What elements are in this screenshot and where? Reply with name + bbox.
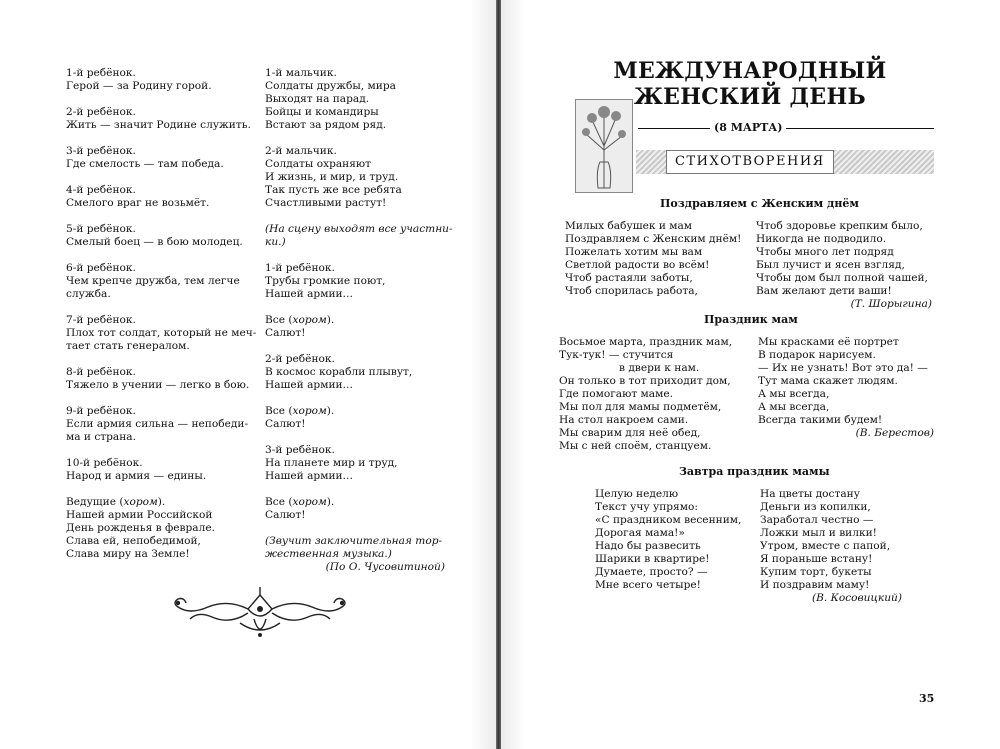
- text-line: (По О. Чусовитиной): [325, 561, 445, 573]
- poem-line: Целую неделю: [595, 488, 679, 500]
- text-line: 5-й ребёнок.: [66, 223, 136, 235]
- text-line: Салют!: [265, 418, 306, 430]
- date-rule-left: [638, 128, 710, 129]
- text-line: 7-й ребёнок.: [66, 314, 136, 326]
- page-title-line-1: МЕЖДУНАРОДНЫЙ: [613, 58, 887, 84]
- poem-line: А мы всегда,: [758, 401, 830, 413]
- poem-line: Я пораньше встану!: [760, 553, 873, 565]
- poem-line: На стол накроем сами.: [559, 414, 689, 426]
- poem-title: Праздник мам: [704, 313, 798, 326]
- poem-line: Восьмое марта, праздник мам,: [559, 336, 733, 348]
- text-line: Выходят на парад.: [265, 93, 370, 105]
- stanza-gap: [66, 444, 256, 457]
- text-line: Нашей армии…: [265, 288, 354, 300]
- text-line: Все (хором).: [265, 405, 335, 417]
- text-line: На планете мир и труд,: [265, 457, 398, 469]
- text-line: 2-й ребёнок.: [265, 353, 335, 365]
- poem-line: — Их не узнать! Вот это да! —: [758, 362, 928, 374]
- poem-line: Мне всего четыре!: [595, 579, 701, 591]
- poem-2-column-right: [758, 336, 934, 440]
- text-line: 1-й мальчик.: [265, 67, 337, 79]
- poem-line: «С праздником весенним,: [595, 514, 742, 526]
- poem-line: Никогда не подводило.: [756, 233, 887, 245]
- text-line: Бойцы и командиры: [265, 106, 379, 118]
- poem-line: Где помогают маме.: [559, 388, 673, 400]
- poem-line: Чтобы дом был полной чашей,: [756, 272, 928, 284]
- poem-line: Утром, вместе с папой,: [760, 540, 891, 552]
- text-line: Смелого враг не возьмёт.: [66, 197, 210, 209]
- text-line: 10-й ребёнок.: [66, 457, 143, 469]
- poem-line: Всегда такими будем!: [758, 414, 883, 426]
- text-line: 3-й ребёнок.: [265, 444, 335, 456]
- text-line: Солдаты охраняют: [265, 158, 371, 170]
- stanza-gap: [66, 93, 256, 106]
- poem-line: Был лучист и ясен взгляд,: [756, 259, 905, 271]
- stanza-gap: [66, 483, 256, 496]
- text-line: Так пусть же все ребята: [265, 184, 402, 196]
- text-line: служба.: [66, 288, 111, 300]
- text-line: ма и страна.: [66, 431, 136, 443]
- text-line: Слава ей, непобедимой,: [66, 535, 201, 547]
- left-page-column-2: [265, 67, 453, 574]
- text-line: Нашей армии…: [265, 470, 354, 482]
- poem-line: Чтобы много лет подряд: [756, 246, 894, 258]
- poem-line: Купим торт, букеты: [760, 566, 872, 578]
- text-line: День рожденья в феврале.: [66, 522, 215, 534]
- stanza-gap: [265, 431, 445, 444]
- text-line: 2-й ребёнок.: [66, 106, 136, 118]
- text-line: Чем крепче дружба, тем легче: [66, 275, 240, 287]
- text-line: Плох тот солдат, который не меч-: [66, 327, 257, 339]
- stanza-gap: [265, 301, 445, 314]
- poem-line: Тук-тук! — стучится: [559, 349, 674, 361]
- text-line: 9-й ребёнок.: [66, 405, 136, 417]
- book-gutter: [496, 0, 501, 749]
- text-line: Солдаты дружбы, мира: [265, 80, 396, 92]
- text-line: Жить — значит Родине служить.: [66, 119, 251, 131]
- poem-line: Пожелать хотим мы вам: [565, 246, 703, 258]
- stanza-gap: [265, 522, 445, 535]
- stanza-gap: [66, 353, 256, 366]
- poem-line: Чтоб растаяли заботы,: [565, 272, 693, 284]
- text-line: тает стать генералом.: [66, 340, 190, 352]
- poem-3-column-right: [760, 488, 902, 605]
- text-line: Все (хором).: [265, 496, 335, 508]
- poem-line: Надо бы развесить: [595, 540, 701, 552]
- date-row: [638, 121, 934, 137]
- poem-line: Дорогая мама!»: [595, 527, 685, 539]
- stanza-gap: [265, 392, 445, 405]
- poem-line: Ложки мыл и вилки!: [760, 527, 877, 539]
- page-title-line-2: ЖЕНСКИЙ ДЕНЬ: [633, 84, 867, 110]
- poem-1-column-right: [756, 220, 932, 311]
- poem-line: А мы всегда,: [758, 388, 830, 400]
- poem-line: Мы красками её портрет: [758, 336, 899, 348]
- poem-line: Он только в тот приходит дом,: [559, 375, 731, 387]
- poem-line: Милых бабушек и мам: [565, 220, 693, 232]
- text-line: (На сцену выходят все участни-: [265, 223, 453, 235]
- text-line: Слава миру на Земле!: [66, 548, 190, 560]
- left-page-column-1: [66, 67, 256, 561]
- stanza-gap: [265, 483, 445, 496]
- text-line: 3-й ребёнок.: [66, 145, 136, 157]
- poem-line: На цветы достану: [760, 488, 860, 500]
- text-line: Салют!: [265, 509, 306, 521]
- poem-2-column-left: [559, 336, 754, 453]
- poem-line: Заработал честно —: [760, 514, 874, 526]
- poem-line: Текст учу упрямо:: [595, 501, 698, 513]
- holiday-date: (8 МАРТА): [714, 121, 783, 134]
- text-line: В космос корабли плывут,: [265, 366, 413, 378]
- text-line: (Звучит заключительная тор-: [265, 535, 443, 547]
- stanza-gap: [66, 249, 256, 262]
- stanza-gap: [265, 132, 445, 145]
- stanza-gap: [265, 210, 445, 223]
- poem-line: Мы с ней споём, станцуем.: [559, 440, 712, 452]
- poem-line: Думаете, просто? —: [595, 566, 708, 578]
- poem-title: Поздравляем с Женским днём: [660, 197, 859, 210]
- text-line: 4-й ребёнок.: [66, 184, 136, 196]
- date-rule-right: [786, 128, 934, 129]
- text-line: Нашей армии…: [265, 379, 354, 391]
- poem-line: И поздравим маму!: [760, 579, 870, 591]
- flower-vase-icon: [576, 100, 632, 192]
- stanza-gap: [66, 301, 256, 314]
- poem-title: Завтра праздник мамы: [679, 465, 830, 478]
- stanza-gap: [265, 340, 445, 353]
- text-line: Народ и армия — едины.: [66, 470, 207, 482]
- text-line: Герой — за Родину горой.: [66, 80, 212, 92]
- stanza-gap: [66, 132, 256, 145]
- stanza-gap: [265, 249, 445, 262]
- text-line: 2-й мальчик.: [265, 145, 337, 157]
- text-line: Нашей армии Российской: [66, 509, 213, 521]
- text-line: Где смелость — там победа.: [66, 158, 224, 170]
- text-line: Счастливыми растут!: [265, 197, 387, 209]
- text-line: 1-й ребёнок.: [265, 262, 335, 274]
- stanza-gap: [66, 392, 256, 405]
- poem-line: Чтоб спорилась работа,: [565, 285, 698, 297]
- poem-line: Шарики в квартире!: [595, 553, 710, 565]
- text-line: И жизнь, и мир, и труд.: [265, 171, 399, 183]
- text-line: Трубы громкие поют,: [265, 275, 386, 287]
- poem-author: (Т. Шорыгина): [850, 298, 932, 310]
- text-line: Смелый боец — в бою молодец.: [66, 236, 243, 248]
- poem-line: Чтоб здоровье крепким было,: [756, 220, 923, 232]
- text-line: Встают за рядом ряд.: [265, 119, 387, 131]
- page-number: 35: [919, 692, 935, 705]
- section-label: СТИХОТВОРЕНИЯ: [666, 150, 834, 174]
- poem-line: Вам желают дети ваши!: [756, 285, 892, 297]
- ornament-divider-icon: [168, 585, 352, 645]
- poem-line: В подарок нарисуем.: [758, 349, 876, 361]
- poem-line: Деньги из копилки,: [760, 501, 871, 513]
- text-line: ки.): [265, 236, 286, 248]
- poem-line: Поздравляем с Женским днём!: [565, 233, 742, 245]
- text-line: жественная музыка.): [265, 548, 392, 560]
- poem-line: Мы пол для мамы подметём,: [559, 401, 722, 413]
- poem-author: (В. Косовицкий): [811, 592, 902, 604]
- gutter-shadow-right: [501, 0, 525, 749]
- text-line: Ведущие (хором).: [66, 496, 166, 508]
- text-line: Если армия сильна — непобеди-: [66, 418, 249, 430]
- poem-line: в двери к нам.: [619, 362, 700, 374]
- text-line: 6-й ребёнок.: [66, 262, 136, 274]
- poem-line: Мы сварим для неё обед,: [559, 427, 701, 439]
- text-line: 8-й ребёнок.: [66, 366, 136, 378]
- text-line: Все (хором).: [265, 314, 335, 326]
- text-line: Тяжело в учении — легко в бою.: [66, 379, 250, 391]
- flower-vase-illustration: [575, 99, 633, 193]
- poem-3-column-left: [595, 488, 755, 592]
- poem-1-column-left: [565, 220, 750, 298]
- stanza-gap: [66, 210, 256, 223]
- stanza-gap: [66, 171, 256, 184]
- text-line: 1-й ребёнок.: [66, 67, 136, 79]
- poem-line: Светлой радости во всём!: [565, 259, 710, 271]
- poem-line: Тут мама скажет людям.: [758, 375, 898, 387]
- poem-author: (В. Берестов): [855, 427, 934, 439]
- gutter-shadow-left: [470, 0, 496, 749]
- text-line: Салют!: [265, 327, 306, 339]
